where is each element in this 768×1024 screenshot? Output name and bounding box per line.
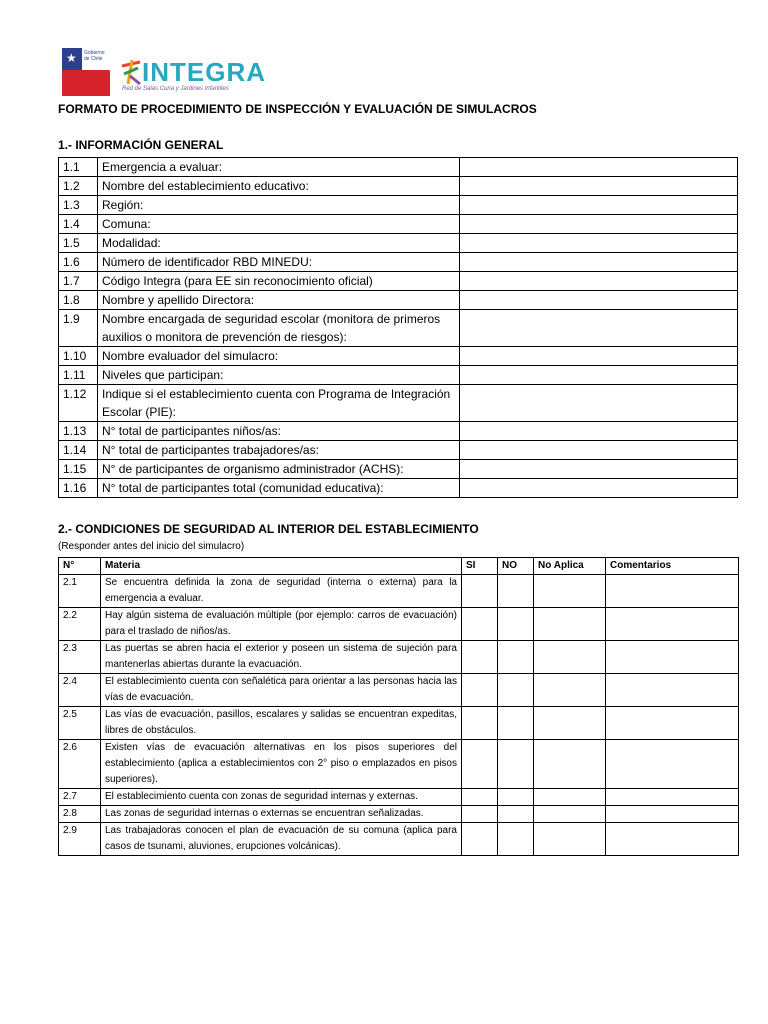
- row-materia: Hay algún sistema de evaluación múltiple (por ejemplo: carros de evacuación) para el traslado de niños/as.: [101, 608, 462, 641]
- row-answer-field[interactable]: [460, 158, 738, 177]
- row-number: 1.7: [59, 272, 98, 291]
- row-answer-field[interactable]: [460, 253, 738, 272]
- header-no-aplica: No Aplica: [534, 558, 606, 575]
- row-number: 1.4: [59, 215, 98, 234]
- row-number: 1.10: [59, 347, 98, 366]
- comentarios-cell[interactable]: [606, 823, 739, 856]
- table-row: [59, 789, 739, 806]
- header-si: SI: [462, 558, 498, 575]
- row-number: 2.2: [59, 608, 101, 641]
- si-cell[interactable]: [462, 707, 498, 740]
- comentarios-cell[interactable]: [606, 641, 739, 674]
- row-number: 2.4: [59, 674, 101, 707]
- row-label: N° total de participantes trabajadores/as:: [98, 441, 460, 460]
- row-answer-field[interactable]: [460, 234, 738, 253]
- row-number: 1.1: [59, 158, 98, 177]
- no-aplica-cell[interactable]: [534, 575, 606, 608]
- row-label: Código Integra (para EE sin reconocimiento oficial): [98, 272, 460, 291]
- gobierno-de-chile-logo: [62, 48, 110, 96]
- row-answer-field[interactable]: [460, 291, 738, 310]
- table-row: [59, 608, 739, 641]
- row-answer-field[interactable]: [460, 310, 738, 347]
- safety-conditions-table: [58, 557, 739, 856]
- no-aplica-cell[interactable]: [534, 608, 606, 641]
- row-answer-field[interactable]: [460, 441, 738, 460]
- row-number: 1.9: [59, 310, 98, 347]
- row-label: Nombre encargada de seguridad escolar (monitora de primeros auxilios o monitora de prevención de riesgos):: [98, 310, 460, 347]
- row-answer-field[interactable]: [460, 460, 738, 479]
- header-comentarios: Comentarios: [606, 558, 739, 575]
- comentarios-cell[interactable]: [606, 789, 739, 806]
- row-label: Región:: [98, 196, 460, 215]
- no-cell[interactable]: [498, 608, 534, 641]
- si-cell[interactable]: [462, 575, 498, 608]
- table-row: [59, 291, 738, 310]
- row-materia: Las trabajadoras conocen el plan de evacuación de su comuna (aplica para casos de tsunami, aluviones, erupciones volcánicas).: [101, 823, 462, 856]
- section2-subtitle: (Responder antes del inicio del simulacro): [58, 541, 245, 552]
- integra-tagline: Red de Salas Cuna y Jardines Infantiles: [122, 86, 229, 92]
- table-row: [59, 366, 738, 385]
- general-info-table: [58, 157, 738, 498]
- row-number: 1.11: [59, 366, 98, 385]
- no-cell[interactable]: [498, 740, 534, 789]
- header-materia: Materia: [101, 558, 462, 575]
- integra-wordmark: INTEGRA: [142, 57, 266, 87]
- table-row: [59, 177, 738, 196]
- table-row: [59, 422, 738, 441]
- integra-logo: [118, 52, 278, 98]
- row-label: Niveles que participan:: [98, 366, 460, 385]
- table-row: [59, 385, 738, 422]
- no-cell[interactable]: [498, 806, 534, 823]
- row-number: 2.8: [59, 806, 101, 823]
- row-number: 2.9: [59, 823, 101, 856]
- row-answer-field[interactable]: [460, 385, 738, 422]
- si-cell[interactable]: [462, 608, 498, 641]
- header-logos: [62, 48, 282, 98]
- table-row: [59, 460, 738, 479]
- gov-logo-text: Gobierno de Chile: [84, 50, 105, 62]
- table-row: [59, 310, 738, 347]
- row-label: N° de participantes de organismo administrador (ACHS):: [98, 460, 460, 479]
- no-aplica-cell[interactable]: [534, 674, 606, 707]
- row-number: 1.8: [59, 291, 98, 310]
- row-number: 2.5: [59, 707, 101, 740]
- row-materia: Las puertas se abren hacia el exterior y poseen un sistema de sujeción para mantenerlas abiertas durante la evacuación.: [101, 641, 462, 674]
- row-label: Nombre del establecimiento educativo:: [98, 177, 460, 196]
- row-number: 1.3: [59, 196, 98, 215]
- row-number: 1.14: [59, 441, 98, 460]
- row-label: Nombre y apellido Directora:: [98, 291, 460, 310]
- row-answer-field[interactable]: [460, 479, 738, 498]
- row-number: 1.12: [59, 385, 98, 422]
- row-label: Número de identificador RBD MINEDU:: [98, 253, 460, 272]
- table-row: [59, 641, 739, 674]
- header-num: N°: [59, 558, 101, 575]
- no-aplica-cell[interactable]: [534, 740, 606, 789]
- row-label: Nombre evaluador del simulacro:: [98, 347, 460, 366]
- table-row: [59, 740, 739, 789]
- si-cell[interactable]: [462, 740, 498, 789]
- row-materia: Las vías de evacuación, pasillos, escalares y salidas se encuentran expeditas, libres de obstáculos.: [101, 707, 462, 740]
- row-number: 2.1: [59, 575, 101, 608]
- row-number: 1.6: [59, 253, 98, 272]
- row-number: 1.5: [59, 234, 98, 253]
- si-cell[interactable]: [462, 823, 498, 856]
- si-cell[interactable]: [462, 806, 498, 823]
- row-number: 1.2: [59, 177, 98, 196]
- row-materia: El establecimiento cuenta con zonas de seguridad internas y externas.: [101, 789, 462, 806]
- no-aplica-cell[interactable]: [534, 823, 606, 856]
- row-answer-field[interactable]: [460, 196, 738, 215]
- row-materia: El establecimiento cuenta con señalética para orientar a las personas hacia las vías de evacuación.: [101, 674, 462, 707]
- star-icon: ★: [66, 51, 77, 65]
- section2-title: 2.- CONDICIONES DE SEGURIDAD AL INTERIOR DEL ESTABLECIMIENTO: [58, 522, 479, 536]
- comentarios-cell[interactable]: [606, 707, 739, 740]
- row-answer-field[interactable]: [460, 347, 738, 366]
- table-row: [59, 674, 739, 707]
- table-row: [59, 707, 739, 740]
- table-row: [59, 575, 739, 608]
- table-header-row: [59, 558, 739, 575]
- table-row: [59, 441, 738, 460]
- no-cell[interactable]: [498, 707, 534, 740]
- no-cell[interactable]: [498, 823, 534, 856]
- si-cell[interactable]: [462, 641, 498, 674]
- no-aplica-cell[interactable]: [534, 806, 606, 823]
- row-answer-field[interactable]: [460, 422, 738, 441]
- row-number: 2.7: [59, 789, 101, 806]
- logo-red-block: [62, 70, 110, 96]
- table-row: [59, 234, 738, 253]
- row-number: 1.16: [59, 479, 98, 498]
- no-aplica-cell[interactable]: [534, 789, 606, 806]
- no-cell[interactable]: [498, 641, 534, 674]
- no-cell[interactable]: [498, 789, 534, 806]
- page-title: FORMATO DE PROCEDIMIENTO DE INSPECCIÓN Y EVALUACIÓN DE SIMULACROS: [58, 102, 537, 116]
- no-aplica-cell[interactable]: [534, 641, 606, 674]
- row-answer-field[interactable]: [460, 272, 738, 291]
- table-row: [59, 806, 739, 823]
- row-materia: Las zonas de seguridad internas o externas se encuentran señalizadas.: [101, 806, 462, 823]
- row-answer-field[interactable]: [460, 215, 738, 234]
- row-label: Modalidad:: [98, 234, 460, 253]
- no-cell[interactable]: [498, 674, 534, 707]
- table-row: [59, 347, 738, 366]
- row-materia: Se encuentra definida la zona de seguridad (interna o externa) para la emergencia a evaluar.: [101, 575, 462, 608]
- row-label: Emergencia a evaluar:: [98, 158, 460, 177]
- row-answer-field[interactable]: [460, 366, 738, 385]
- comentarios-cell[interactable]: [606, 575, 739, 608]
- row-materia: Existen vías de evacuación alternativas en los pisos superiores del establecimiento (aplica a establecimientos con 2° piso o emplazados en pisos superiores).: [101, 740, 462, 789]
- comentarios-cell[interactable]: [606, 740, 739, 789]
- row-number: 2.6: [59, 740, 101, 789]
- row-label: N° total de participantes total (comunidad educativa):: [98, 479, 460, 498]
- row-number: 2.3: [59, 641, 101, 674]
- si-cell[interactable]: [462, 674, 498, 707]
- row-label: N° total de participantes niños/as:: [98, 422, 460, 441]
- row-number: 1.13: [59, 422, 98, 441]
- no-cell[interactable]: [498, 575, 534, 608]
- table-row: [59, 253, 738, 272]
- row-label: Indique si el establecimiento cuenta con Programa de Integración Escolar (PIE):: [98, 385, 460, 422]
- table-row: [59, 272, 738, 291]
- header-no: NO: [498, 558, 534, 575]
- row-label: Comuna:: [98, 215, 460, 234]
- table-row: [59, 196, 738, 215]
- si-cell[interactable]: [462, 789, 498, 806]
- section1-title: 1.- INFORMACIÓN GENERAL: [58, 138, 224, 152]
- row-number: 1.15: [59, 460, 98, 479]
- comentarios-cell[interactable]: [606, 608, 739, 641]
- table-row: [59, 158, 738, 177]
- table-row: [59, 823, 739, 856]
- comentarios-cell[interactable]: [606, 674, 739, 707]
- no-aplica-cell[interactable]: [534, 707, 606, 740]
- table-row: [59, 215, 738, 234]
- comentarios-cell[interactable]: [606, 806, 739, 823]
- row-answer-field[interactable]: [460, 177, 738, 196]
- table-row: [59, 479, 738, 498]
